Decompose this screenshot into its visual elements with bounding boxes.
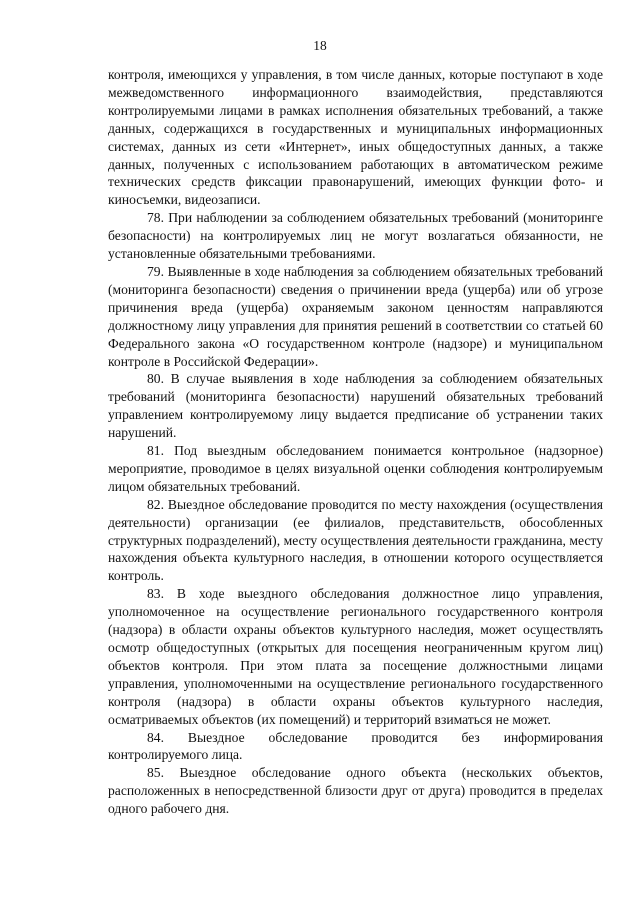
- paragraph-84: 84. Выездное обследование проводится без информирования контролируемого лица.: [108, 729, 603, 763]
- page-number: 18: [313, 38, 327, 53]
- paragraph-78: 78. При наблюдении за соблюдением обязательных требований (мониторинге безопасности) на контролируемых лиц не могут возлагаться обязанности, не установленные обязательными требованиями.: [108, 210, 603, 262]
- paragraph-85: 85. Выездное обследование одного объекта (нескольких объектов, расположенных в непосредственной близости друг от друга) проводится в пределах одного рабочего дня.: [108, 765, 603, 817]
- paragraph-80: 80. В случае выявления в ходе наблюдения за соблюдением обязательных требований (мониторинга безопасности) нарушений обязательных требований управлением контролируемому лицу выдается предписание об устранении таких нарушений.: [108, 371, 603, 441]
- document-body: [108, 66, 603, 818]
- paragraph-continuation: контроля, имеющихся у управления, в том числе данных, которые поступают в ходе межведомственного информационного взаимодействия, представляются контролируемыми лицами в рамках исполнения обязательных требований, а также данных, содержащихся в государственных и муниципальных информационных системах, данных из сети «Интернет», иных общедоступных данных, а также данных, полученных с использованием работающих в автоматическом режиме технических средств фиксации правонарушений, имеющих функции фото- и киносъемки, видеозаписи.: [108, 67, 603, 208]
- paragraph-81: 81. Под выездным обследованием понимается контрольное (надзорное) мероприятие, проводимое в целях визуальной оценки соблюдения контролируемым лицом обязательных требований.: [108, 443, 603, 494]
- paragraph-82: 82. Выездное обследование проводится по месту нахождения (осуществления деятельности) организации (ее филиалов, представительств, обособленных структурных подразделений), месту осуществления деятельности гражданина, месту нахождения объекта культурного наследия, в отношении которого осуществляется контроль.: [108, 496, 603, 584]
- paragraph-83: 83. В ходе выездного обследования должностное лицо управления, уполномоченное на осуществление регионального государственного контроля (надзора) в области охраны объектов культурного наследия, может осуществлять осмотр общедоступных (открытых для посещения неограниченным кругом лиц) объектов контроля. При этом плата за посещение должностными лицами управления, уполномоченными на осуществление регионального государственного контроля (надзора) в области охраны объектов культурного наследия, осматриваемых объектов (их помещений) и территорий взиматься не может.: [108, 586, 603, 727]
- paragraph-79: 79. Выявленные в ходе наблюдения за соблюдением обязательных требований (мониторинга безопасности) сведения о причинении вреда (ущерба) или об угрозе причинения вреда (ущерба) охраняемым законом ценностям направляются должностному лицу управления для принятия решений в соответствии со статьей 60 Федерального закона «О государственном контроле (надзоре) и муниципальном контроле в Российской Федерации».: [108, 263, 603, 369]
